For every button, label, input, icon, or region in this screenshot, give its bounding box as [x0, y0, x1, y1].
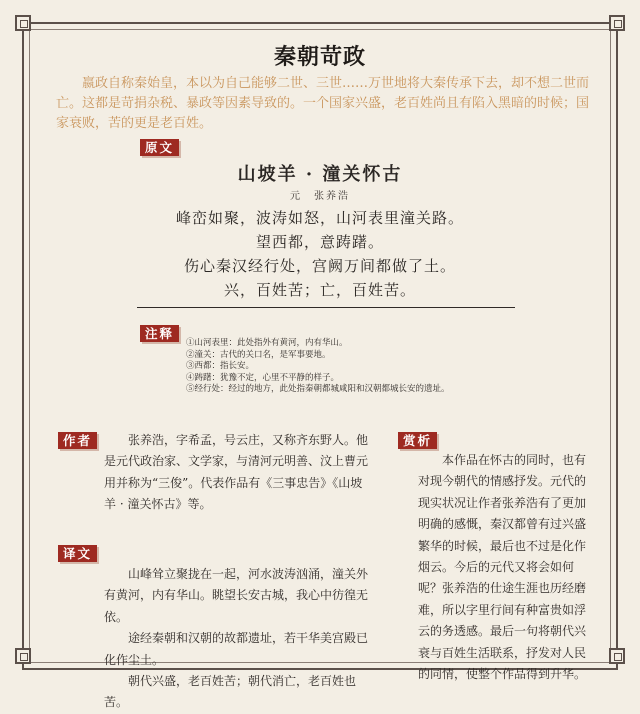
section-tag-translation: 译文	[58, 545, 97, 562]
note-item: ①山河表里：此处指外有黄河，内有华山。	[186, 338, 348, 348]
corner-ornament-top-right	[609, 15, 625, 31]
poem-line: 峰峦如聚，波涛如怒，山河表里潼关路。	[175, 209, 464, 227]
translation-paragraph: 途经秦朝和汉朝的故都遗址，若干华美宫殿已化作尘土。	[104, 631, 369, 667]
section-tag-original: 原文	[140, 139, 179, 156]
section-divider	[137, 307, 515, 308]
note-item: ③西都：指长安。	[186, 361, 255, 372]
note-item: ②潼关：古代的关口名，是军事要地。	[186, 349, 331, 360]
author-text: 张养浩，字希孟，号云庄，又称齐东野人。他是元代政治家、文学家，与清河元明善、汶上曹元用并称为“三俊”。代表作品有《三事忠告》《山坡羊 · 潼关怀古》等。	[104, 433, 369, 512]
intro-paragraph: 嬴政自称秦始皇，本以为自己能够二世、三世……万世地将大秦传承下去，却不想二世而亡。这都是苛捐杂税、暴政等因素导致的。一个国家兴盛，老百姓尚且有陷入黑暗的时候；国家衰败，苦的更是老百姓。	[56, 76, 590, 131]
note-item: ⑤经行处：经过的地方，此处指秦朝都城咸阳和汉朝都城长安的遗址。	[186, 384, 450, 395]
translation-paragraph: 朝代兴盛，老百姓苦；朝代消亡，老百姓也苦。	[104, 674, 357, 710]
section-tag-appreciation: 赏析	[398, 432, 437, 449]
corner-ornament-bottom-left	[15, 648, 31, 664]
poem-line: 望西都，意踌躇。	[255, 233, 384, 251]
section-tag-notes: 注释	[140, 325, 179, 342]
note-item: ④踌躇：犹豫不定，心里不平静的样子。	[186, 372, 340, 383]
translation-paragraph: 山峰耸立聚拢在一起，河水波涛汹涌，潼关外有黄河，内有华山。眺望长安古城，我心中彷徨无依。	[104, 567, 369, 624]
poem-author: 元 张养浩	[290, 191, 350, 202]
notes-list	[186, 338, 516, 396]
poem-body	[0, 206, 640, 302]
poem-line: 伤心秦汉经行处，宫阙万间都做了土。	[183, 257, 456, 275]
corner-ornament-top-left	[15, 15, 31, 31]
section-tag-author: 作者	[58, 432, 97, 449]
translation-text	[104, 564, 370, 714]
poem-line: 兴，百姓苦；亡，百姓苦。	[223, 281, 416, 299]
corner-ornament-bottom-right	[609, 648, 625, 664]
appreciation-text: 本作品在怀古的同时，也有对现今朝代的情感抒发。元代的现实状况让作者张养浩有了更加明确的感慨，秦汉都曾有过兴盛繁华的时候，最后也不过是化作烟云。今后的元代又将会如何呢？张养浩的仕途生涯也历经磨难，所以字里行间有种富贵如浮云的务透感。最后一句将朝代兴衰与百姓生活联系，抒发对人民的同情，使整个作品得到升华。	[418, 453, 587, 682]
page-title: 秦朝苛政	[273, 44, 366, 70]
poem-title: 山坡羊 · 潼关怀古	[237, 164, 403, 185]
